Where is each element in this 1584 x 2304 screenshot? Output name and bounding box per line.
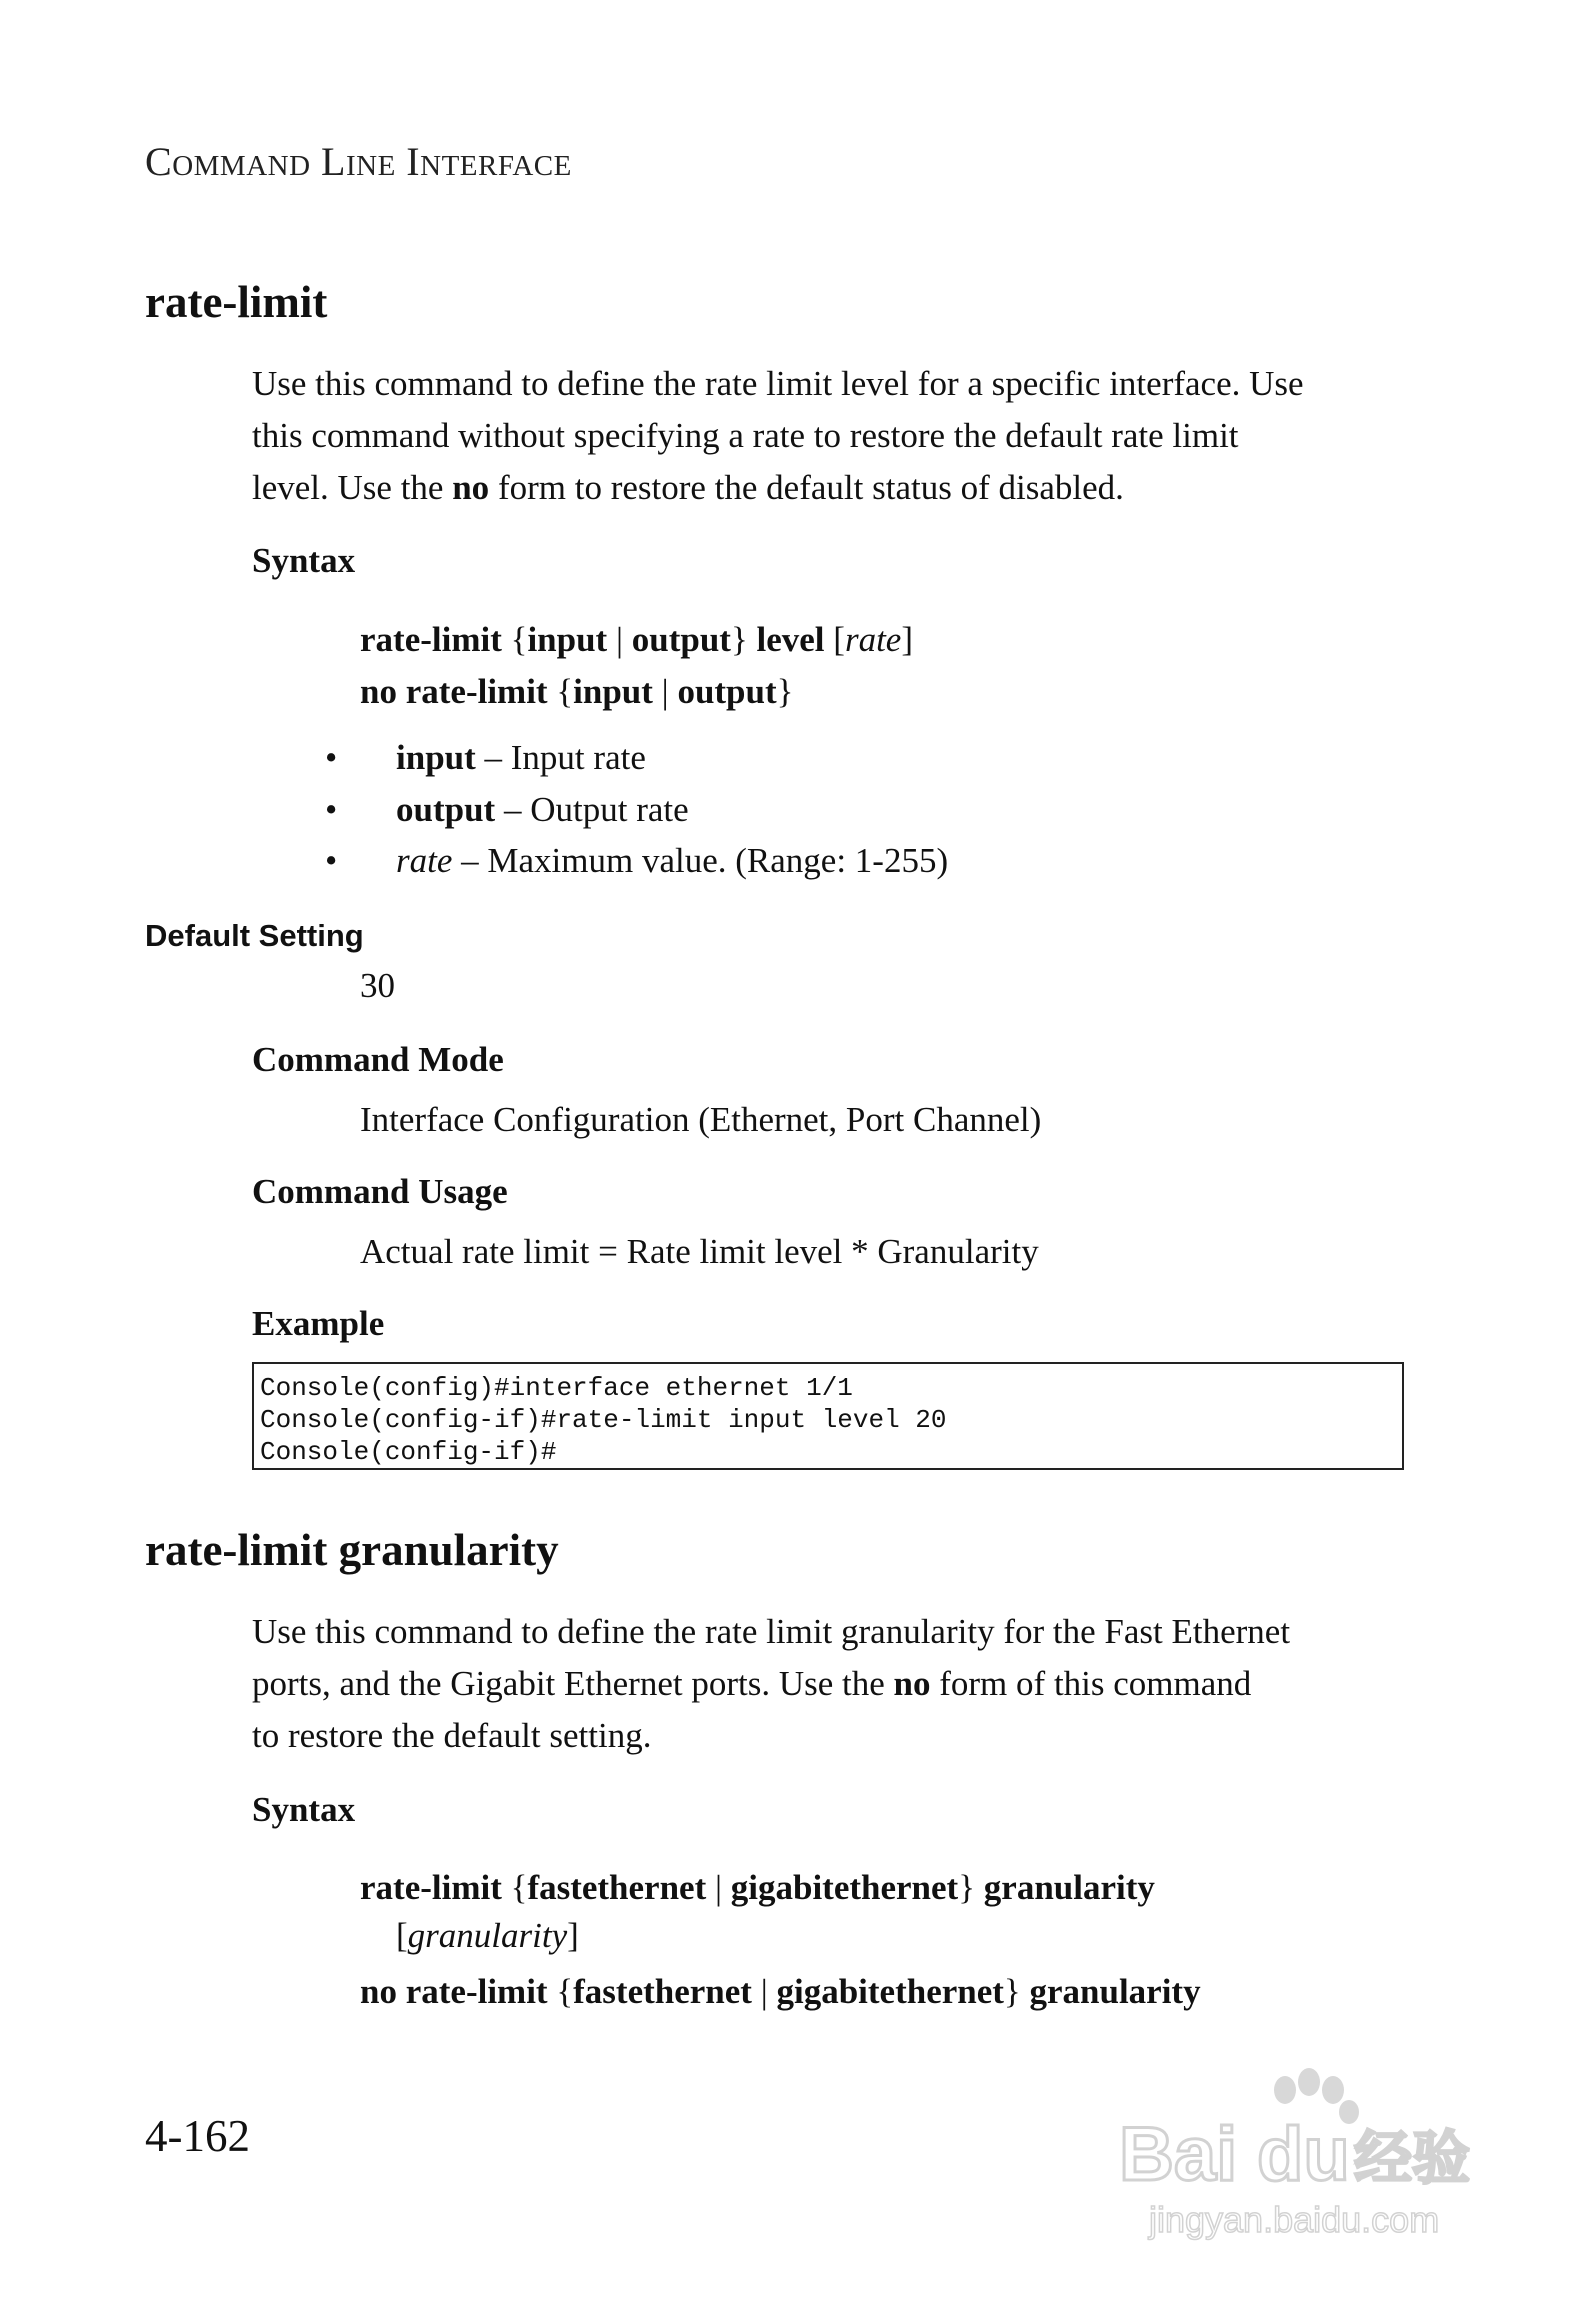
example-heading: Example	[252, 1304, 385, 1343]
syntax-heading: Syntax	[252, 1790, 356, 1829]
command-mode-value: Interface Configuration (Ethernet, Port Channel)	[360, 1100, 1042, 1139]
section-title-rate-limit-granularity: rate-limit granularity	[145, 1525, 559, 1575]
command-mode-heading: Command Mode	[252, 1040, 504, 1079]
intro-paragraph: Use this command to define the rate limit granularity for the Fast Ethernet ports, and the Gigabit Ethernet ports. Use the no form of this command to restore the default setting.	[252, 1612, 1291, 1755]
bullet-icon: •	[325, 841, 338, 880]
watermark-brand-du: du	[1257, 2112, 1350, 2197]
page-number: 4-162	[145, 2111, 250, 2161]
param-item: input – Input rate	[396, 738, 646, 777]
code-line: Console(config-if)#	[260, 1437, 557, 1467]
watermark-url: jingyan.baidu.com	[1149, 2199, 1440, 2240]
syntax-line-no-form: no rate-limit {fastethernet | gigabitethernet} granularity	[360, 1972, 1201, 2011]
intro-paragraph: Use this command to define the rate limit level for a specific interface. Use this command without specifying a rate to restore the default rate limit level. Use the no form to restore the default status of disabled.	[252, 364, 1304, 507]
code-line: Console(config-if)#rate-limit input level 20	[260, 1405, 947, 1435]
param-item: rate – Maximum value. (Range: 1-255)	[396, 841, 949, 880]
default-value: 30	[360, 966, 395, 1005]
bullet-icon: •	[325, 790, 338, 829]
default-setting-heading: Default Setting	[145, 918, 364, 953]
param-item: output – Output rate	[396, 790, 689, 829]
code-line: Console(config)#interface ethernet 1/1	[260, 1373, 853, 1403]
syntax-line-no-form: no rate-limit {input | output}	[360, 672, 794, 711]
syntax-line: rate-limit {fastethernet | gigabitethernet} granularity	[360, 1868, 1155, 1907]
command-usage-heading: Command Usage	[252, 1172, 508, 1211]
watermark-brand: Bai	[1119, 2112, 1238, 2197]
watermark-cn: 经验	[1354, 2124, 1471, 2192]
baidu-watermark	[1109, 2060, 1489, 2250]
section-title-rate-limit: rate-limit	[145, 277, 328, 327]
command-usage-value: Actual rate limit = Rate limit level * Granularity	[360, 1232, 1039, 1271]
syntax-heading: Syntax	[252, 541, 356, 580]
running-header: COMMAND LINE INTERFACE	[145, 139, 572, 184]
syntax-line: rate-limit {input | output} level [rate]	[360, 620, 913, 659]
bullet-icon: •	[325, 738, 338, 777]
syntax-line-continuation: [granularity]	[396, 1916, 579, 1955]
example-code-box	[252, 1362, 1404, 1470]
